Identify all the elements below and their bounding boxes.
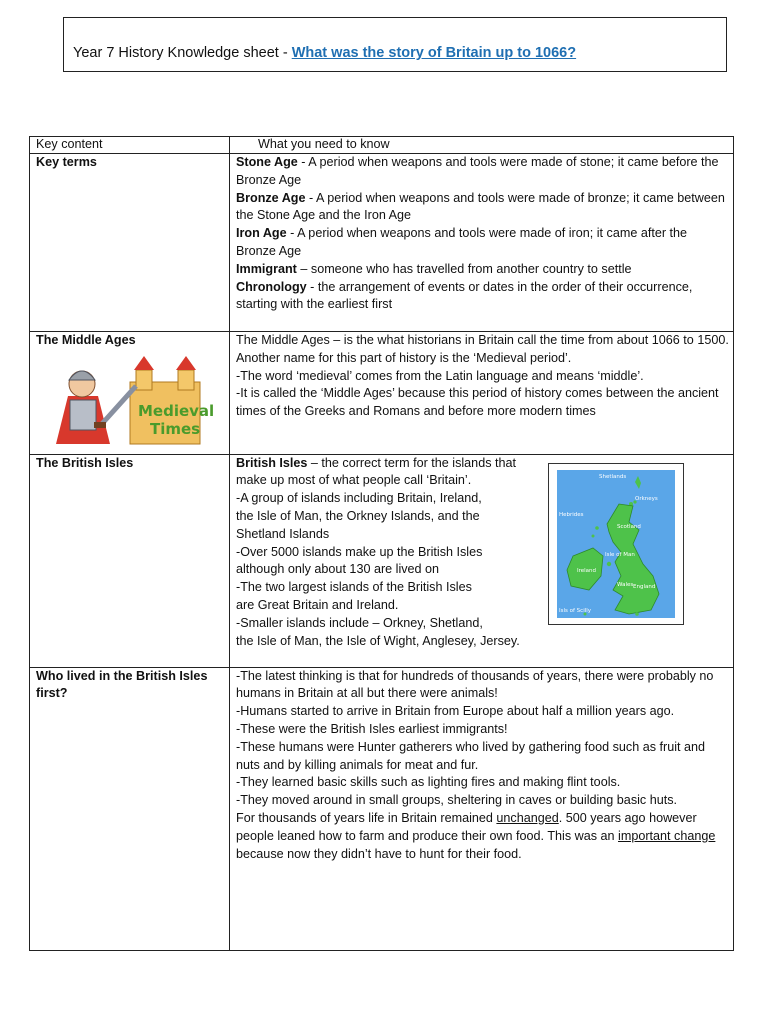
title-prefix: Year 7 History Knowledge sheet - [73, 45, 292, 61]
who-lived-content [230, 667, 734, 950]
middle-ages-line: The Middle Ages – is the what historians in Britain call the time from about 1066 to 1500. Another name for this part of history is the ‘Medieval period’. [236, 333, 729, 365]
title-box [63, 17, 727, 72]
term-chronology: Chronology - the arrangement of events or dates in the order of their occurrence, starting with the earliest first [236, 279, 693, 312]
svg-text:Isls of Scilly: Isls of Scilly [559, 607, 592, 614]
isles-line: make up most of what people call ‘Britain’. [236, 473, 472, 488]
term-bronze-age: Bronze Age - A period when weapons and tools were made of bronze; it came between the Stone Age and the Iron Age [236, 190, 725, 223]
svg-text:Scotland: Scotland [617, 523, 641, 530]
term-immigrant: Immigrant – someone who has travelled from another country to settle [236, 261, 632, 276]
svg-text:Times: Times [150, 419, 201, 438]
who-lived-line: -These were the British Isles earliest immigrants! [236, 721, 508, 736]
svg-text:Medieval: Medieval [138, 401, 215, 420]
header-row [30, 137, 734, 154]
page-title [73, 45, 576, 61]
isles-line: the Isle of Man, the Isle of Wight, Anglesey, Jersey. [236, 633, 520, 648]
isles-line: -A group of islands including Britain, Ireland, [236, 491, 482, 506]
svg-text:Ireland: Ireland [577, 567, 597, 574]
who-lived-line: -They learned basic skills such as lighting fires and making flint tools. [236, 775, 621, 790]
row-label-who-lived-first: Who lived in the British Isles first? [36, 668, 208, 701]
knowledge-table [29, 136, 734, 951]
svg-text:Wales: Wales [617, 581, 634, 588]
isles-line: although only about 130 are lived on [236, 562, 440, 577]
who-lived-line: -They moved around in small groups, sheltering in caves or building basic huts. [236, 793, 678, 808]
medieval-times-clipart [38, 356, 225, 454]
table-row-key-terms [30, 154, 734, 332]
isles-line: -Over 5000 islands make up the British Isles [236, 544, 483, 559]
middle-ages-line: -The word ‘medieval’ comes from the Latin language and means ‘middle’. [236, 368, 644, 383]
isles-line: Shetland Islands [236, 526, 330, 541]
svg-text:Hebrides: Hebrides [559, 511, 584, 518]
table-row-british-isles [30, 454, 734, 667]
table-row-middle-ages [30, 332, 734, 455]
col-header-key-content: Key content [30, 137, 230, 154]
row-label-british-isles: The British Isles [36, 455, 134, 470]
col-header-what-you-need: What you need to know [230, 137, 734, 154]
key-terms-content [230, 154, 734, 332]
who-lived-line: -Humans started to arrive in Britain from Europe about half a million years ago. [236, 704, 675, 719]
middle-ages-line: -It is called the ‘Middle Ages’ because this period of history comes between the ancient times of the Greeks and Romans and before more modern times [236, 386, 719, 419]
british-isles-map [548, 463, 684, 625]
svg-text:Isle of Man: Isle of Man [605, 551, 635, 558]
isles-line: -The two largest islands of the British Isles [236, 580, 472, 595]
british-isles-content [230, 454, 734, 667]
row-label-middle-ages: The Middle Ages [36, 333, 136, 347]
term-iron-age: Iron Age - A period when weapons and tools were made of iron; it came after the Bronze Age [236, 226, 688, 258]
isles-line: -Smaller islands include – Orkney, Shetland, [236, 615, 483, 630]
svg-text:Shetlands: Shetlands [599, 473, 627, 480]
svg-text:England: England [633, 583, 656, 590]
isles-line: the Isle of Man, the Orkney Islands, and the [236, 508, 480, 523]
who-lived-summary: For thousands of years life in Britain remained unchanged. 500 years ago however people leaned how to farm and produce their own food. This was an important change because now they didn’t have to hunt for their food. [236, 810, 716, 861]
title-link[interactable]: What was the story of Britain up to 1066? [291, 45, 577, 61]
isles-line: are Great Britain and Ireland. [236, 597, 399, 612]
who-lived-line: -The latest thinking is that for hundreds of thousands of years, there were probably no humans in Britain at all but there were animals! [236, 668, 714, 701]
term-stone-age: Stone Age - A period when weapons and tools were made of stone; it came before the Bronze Age [236, 155, 719, 187]
who-lived-line: -These humans were Hunter gatherers who lived by gathering food such as fruit and nuts and by killing animals for meat and fur. [236, 739, 706, 772]
row-label-key-terms: Key terms [36, 155, 97, 169]
table-row-who-lived-first [30, 667, 734, 950]
middle-ages-content [230, 332, 734, 455]
isles-line: British Isles – the correct term for the islands that [236, 455, 516, 470]
svg-text:Isle of Wight: Isle of Wight [633, 617, 668, 624]
svg-text:Orkneys: Orkneys [635, 495, 658, 502]
